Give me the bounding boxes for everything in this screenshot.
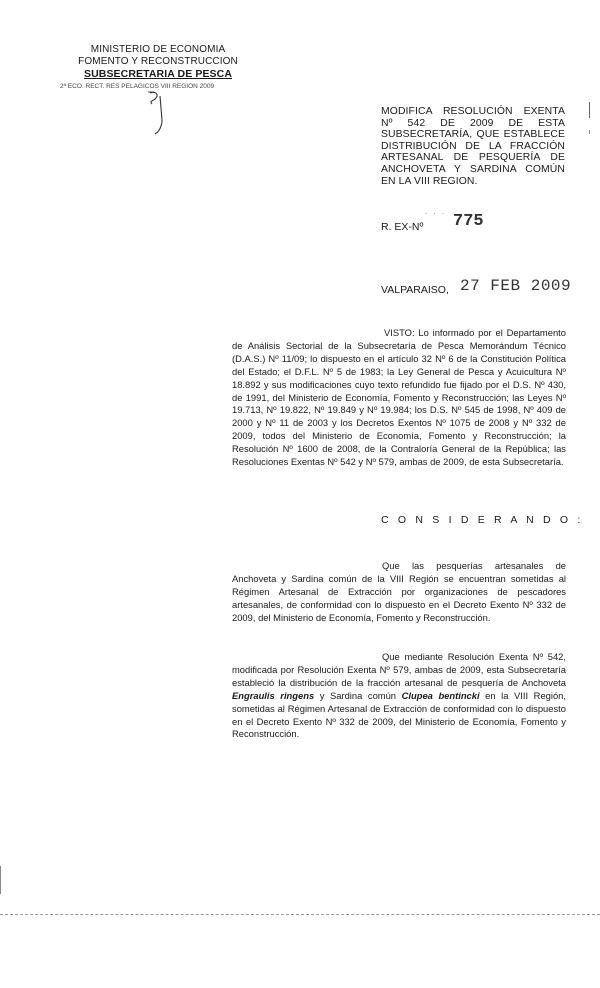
species-name: Clupea bentincki xyxy=(401,689,480,701)
subject-line: EN LA VIII REGION. xyxy=(381,175,478,187)
subject-line: ANCHOVETA Y SARDINA COMÚN xyxy=(381,163,565,175)
date-stamp: 27 FEB 2009 xyxy=(460,277,572,295)
text-run: Que mediante Resolución Exenta Nº 542, modificada por Resolución Exenta Nº 579, ambas de 2009, esta Subsecretaría estableció la distribución de la fracción artesanal de pesquería de Anchoveta xyxy=(232,651,566,688)
page-bottom-rule xyxy=(0,914,600,915)
species-name: Engraulis ringens xyxy=(232,689,315,701)
visto-text: VISTO: Lo informado por el Departamento de Análisis Sectorial de la Subsecretaría de Pesca Memorándum Técnico (D.A.S.) Nº 11/09; lo dispuesto en el artículo 32 Nº 6 de la Constitución Política del Estado; el D.F.L. Nº 5 de 1983; la Ley General de Pesca y Acuicultura Nº 18.892 y sus modificaciones cuyo texto refundido fue fijado por el D.S. Nº 430, de 1991, del Ministerio de Economía, Fomento y Reconstrucción; las Leyes Nº 19.713, Nº 19.822, Nº 19.849 y Nº 19.984; los D.S. Nº 545 de 1998, Nº 409 de 2000 y Nº 11 de 2003 y los Decretos Exentos Nº 1075 de 2008 y Nº 332 de 2009, todos del Ministerio de Economía, Fomento y Reconstrucción; la Resolución Nº 1600 de 2008, de la Contraloría General de la República; las Resoluciones Exentas Nº 542 y Nº 579, ambas de 2009, de esta Subsecretaría. xyxy=(232,327,566,468)
reference-code: 2ª ECO. RECT. RES PELAGICOS VIII REGION 2009 xyxy=(60,83,215,90)
subject-line: DISTRIBUCIÓN DE LA FRACCIÓN xyxy=(381,140,565,152)
considerando-text-2 xyxy=(232,651,566,741)
resolution-subject xyxy=(381,106,565,187)
margin-mark xyxy=(589,130,596,134)
considerando-text-1: Que las pesquerías artesanales de Anchoveta y Sardina común de la VIII Región se encuentran sometidas al Régimen Artesanal de Extracción por organizaciones de pescadores artesanales, de conformidad con lo dispuesto en el Decreto Exento Nº 332 de 2009, del Ministerio de Economía, Fomento y Reconstrucción. xyxy=(232,560,566,623)
subsecretaria-line: SUBSECRETARIA DE PESCA xyxy=(83,68,233,80)
subject-line: ARTESANAL DE PESQUERÍA DE xyxy=(381,152,565,164)
margin-mark xyxy=(589,102,596,118)
letterhead xyxy=(58,44,258,93)
dotted-fill: . . . xyxy=(425,207,447,216)
resolution-number-label: R. EX-Nº xyxy=(381,221,424,233)
resolution-number-value: 775 xyxy=(453,212,484,231)
handwritten-mark-icon xyxy=(146,90,168,135)
considerando-heading: C O N S I D E R A N D O : xyxy=(381,514,584,526)
visto-paragraph xyxy=(232,327,566,469)
subject-line: SUBSECRETARÍA, QUE ESTABLECE xyxy=(381,129,565,141)
text-run: en la VIII Región, sometidas al Régimen Artesanal de Extracción de conformidad con lo dispuesto en el Decreto Exento Nº 332 de 2009, del Ministerio de Economía, Fomento y Reconstrucción. xyxy=(232,689,566,740)
considerando-paragraph-2 xyxy=(232,651,566,741)
resolution-number xyxy=(381,207,484,233)
text-run: y Sardina común xyxy=(314,689,402,701)
margin-mark xyxy=(0,866,3,894)
subject-line: Nº 542 DE 2009 DE ESTA xyxy=(381,117,565,129)
dateline xyxy=(381,277,572,296)
place: VALPARAISO, xyxy=(381,284,449,296)
ministry-line-2: FOMENTO Y RECONSTRUCCION xyxy=(78,56,238,67)
considerando-paragraph-1 xyxy=(232,560,566,625)
subject-line: MODIFICA RESOLUCIÓN EXENTA xyxy=(381,106,565,117)
ministry-line-1: MINISTERIO DE ECONOMIA xyxy=(90,44,226,55)
